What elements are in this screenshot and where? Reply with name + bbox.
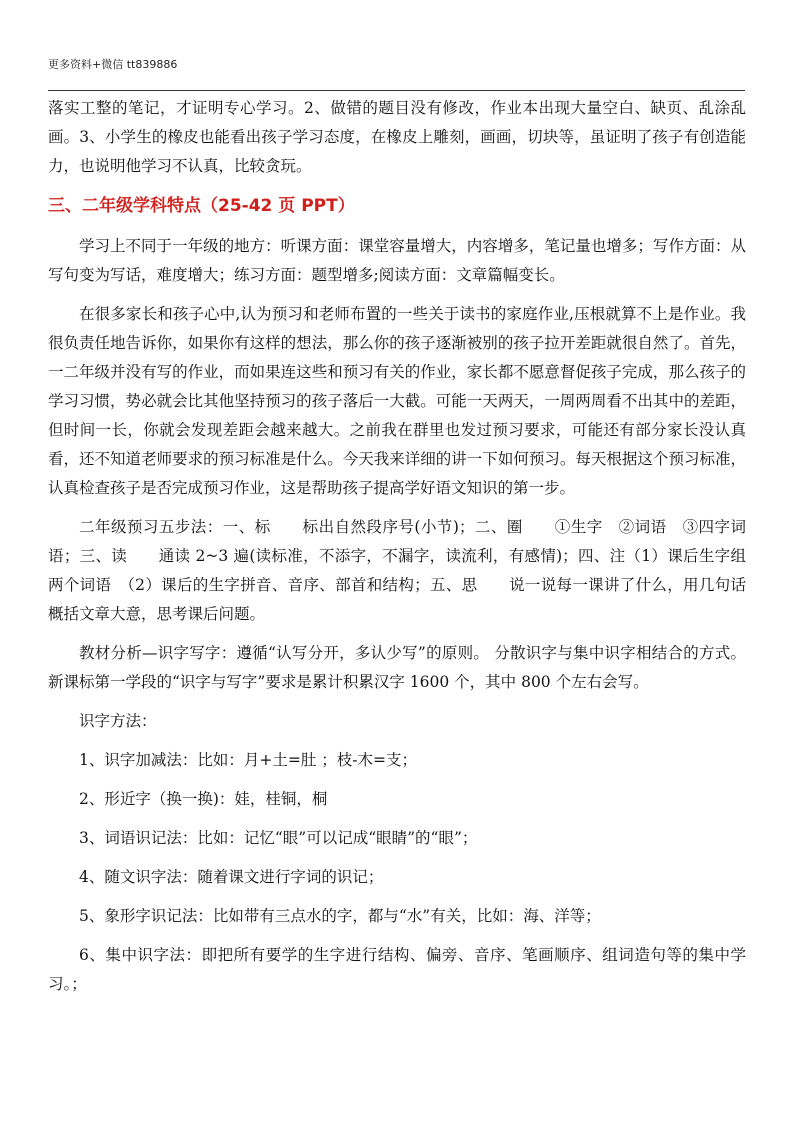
list-item: 4、随文识字法：随着课文进行字词的识记； [79,868,384,886]
list-item: 2、形近字（换一换)：娃，桂铜，桐 [79,790,328,808]
section-heading: 三、二年级学科特点（25-42 页 PPT） [48,196,355,216]
paragraph-differences: 学习上不同于一年级的地方：听课方面：课堂容量增大，内容增多，笔记量也增多；写作方面：从写句变为写话，难度增大；练习方面：题型增多;阅读方面：文章篇幅变长。 [48,237,746,284]
list-item: 6、集中识字法：即把所有要学的生字进行结构、偏旁、音序、笔画顺序、组词造句等的集中学习。； [48,946,746,993]
paragraph-five-steps: 二年级预习五步法：一、标 标出自然段序号(小节)；二、圈 ①生字 ②词语 ③四字词语；三、读 通读 2~3 遍(读标准，不添字，不漏字，读流利，有感情)；四、注（1）课后生字组两个词语 （2）课后的生字拼音、音序、部首和结构；五、思 说一说每一课讲了什么，用几句话概括文章大意，思考课后问题。 [48,518,746,623]
paragraph-preview: 在很多家长和孩子心中,认为预习和老师布置的一些关于读书的家庭作业,压根就算不上是作业。我很负责任地告诉你，如果你有这样的想法，那么你的孩子逐渐被别的孩子拉开差距就很自然了。首先，一二年级并没有写的作业，而如果连这些和预习有关的作业，家长都不愿意督促孩子完成，那么孩子的学习习惯，势必就会比其他坚持预习的孩子落后一大截。可能一天两天，一周两周看不出其中的差距，但时间一长，你就会发现差距会越来越大。之前我在群里也发过预习要求，可能还有部分家长没认真看，还不知道老师要求的预习标准是什么。今天我来详细的讲一下如何预习。每天根据这个预习标准，认真检查孩子是否完成预习作业，这是帮助孩子提高学好语文知识的第一步。 [48,305,746,497]
paragraph-textbook-analysis: 教材分析—识字写字：遵循“认写分开，多认少写”的原则。 分散识字与集中识字相结合的方式。 新课标第一学段的“识字与写字”要求是累计积累汉字 1600 个，其中 800 个左右会写。 [48,644,746,691]
page-header: 更多资料+微信 tt839886 [48,58,178,71]
list-item: 3、词语识记法：比如：记忆“眼”可以记成“眼睛”的“眼”； [79,829,478,847]
paragraph-continued: 落实工整的笔记，才证明专心学习。2、做错的题目没有修改，作业本出现大量空白、缺页、乱涂乱画。3、小学生的橡皮也能看出孩子学习态度，在橡皮上雕刻，画画，切块等，虽证明了孩子有创造能力，也说明他学习不认真，比较贪玩。 [48,99,746,175]
document-body [48,94,746,999]
list-item: 1、识字加减法：比如：月+土=肚 ；枝-木=支； [79,751,417,769]
header-divider [48,90,745,91]
list-item: 5、象形字识记法：比如带有三点水的字，都与“水”有关，比如：海、洋等； [79,907,601,925]
paragraph-methods-title: 识字方法： [79,712,157,730]
